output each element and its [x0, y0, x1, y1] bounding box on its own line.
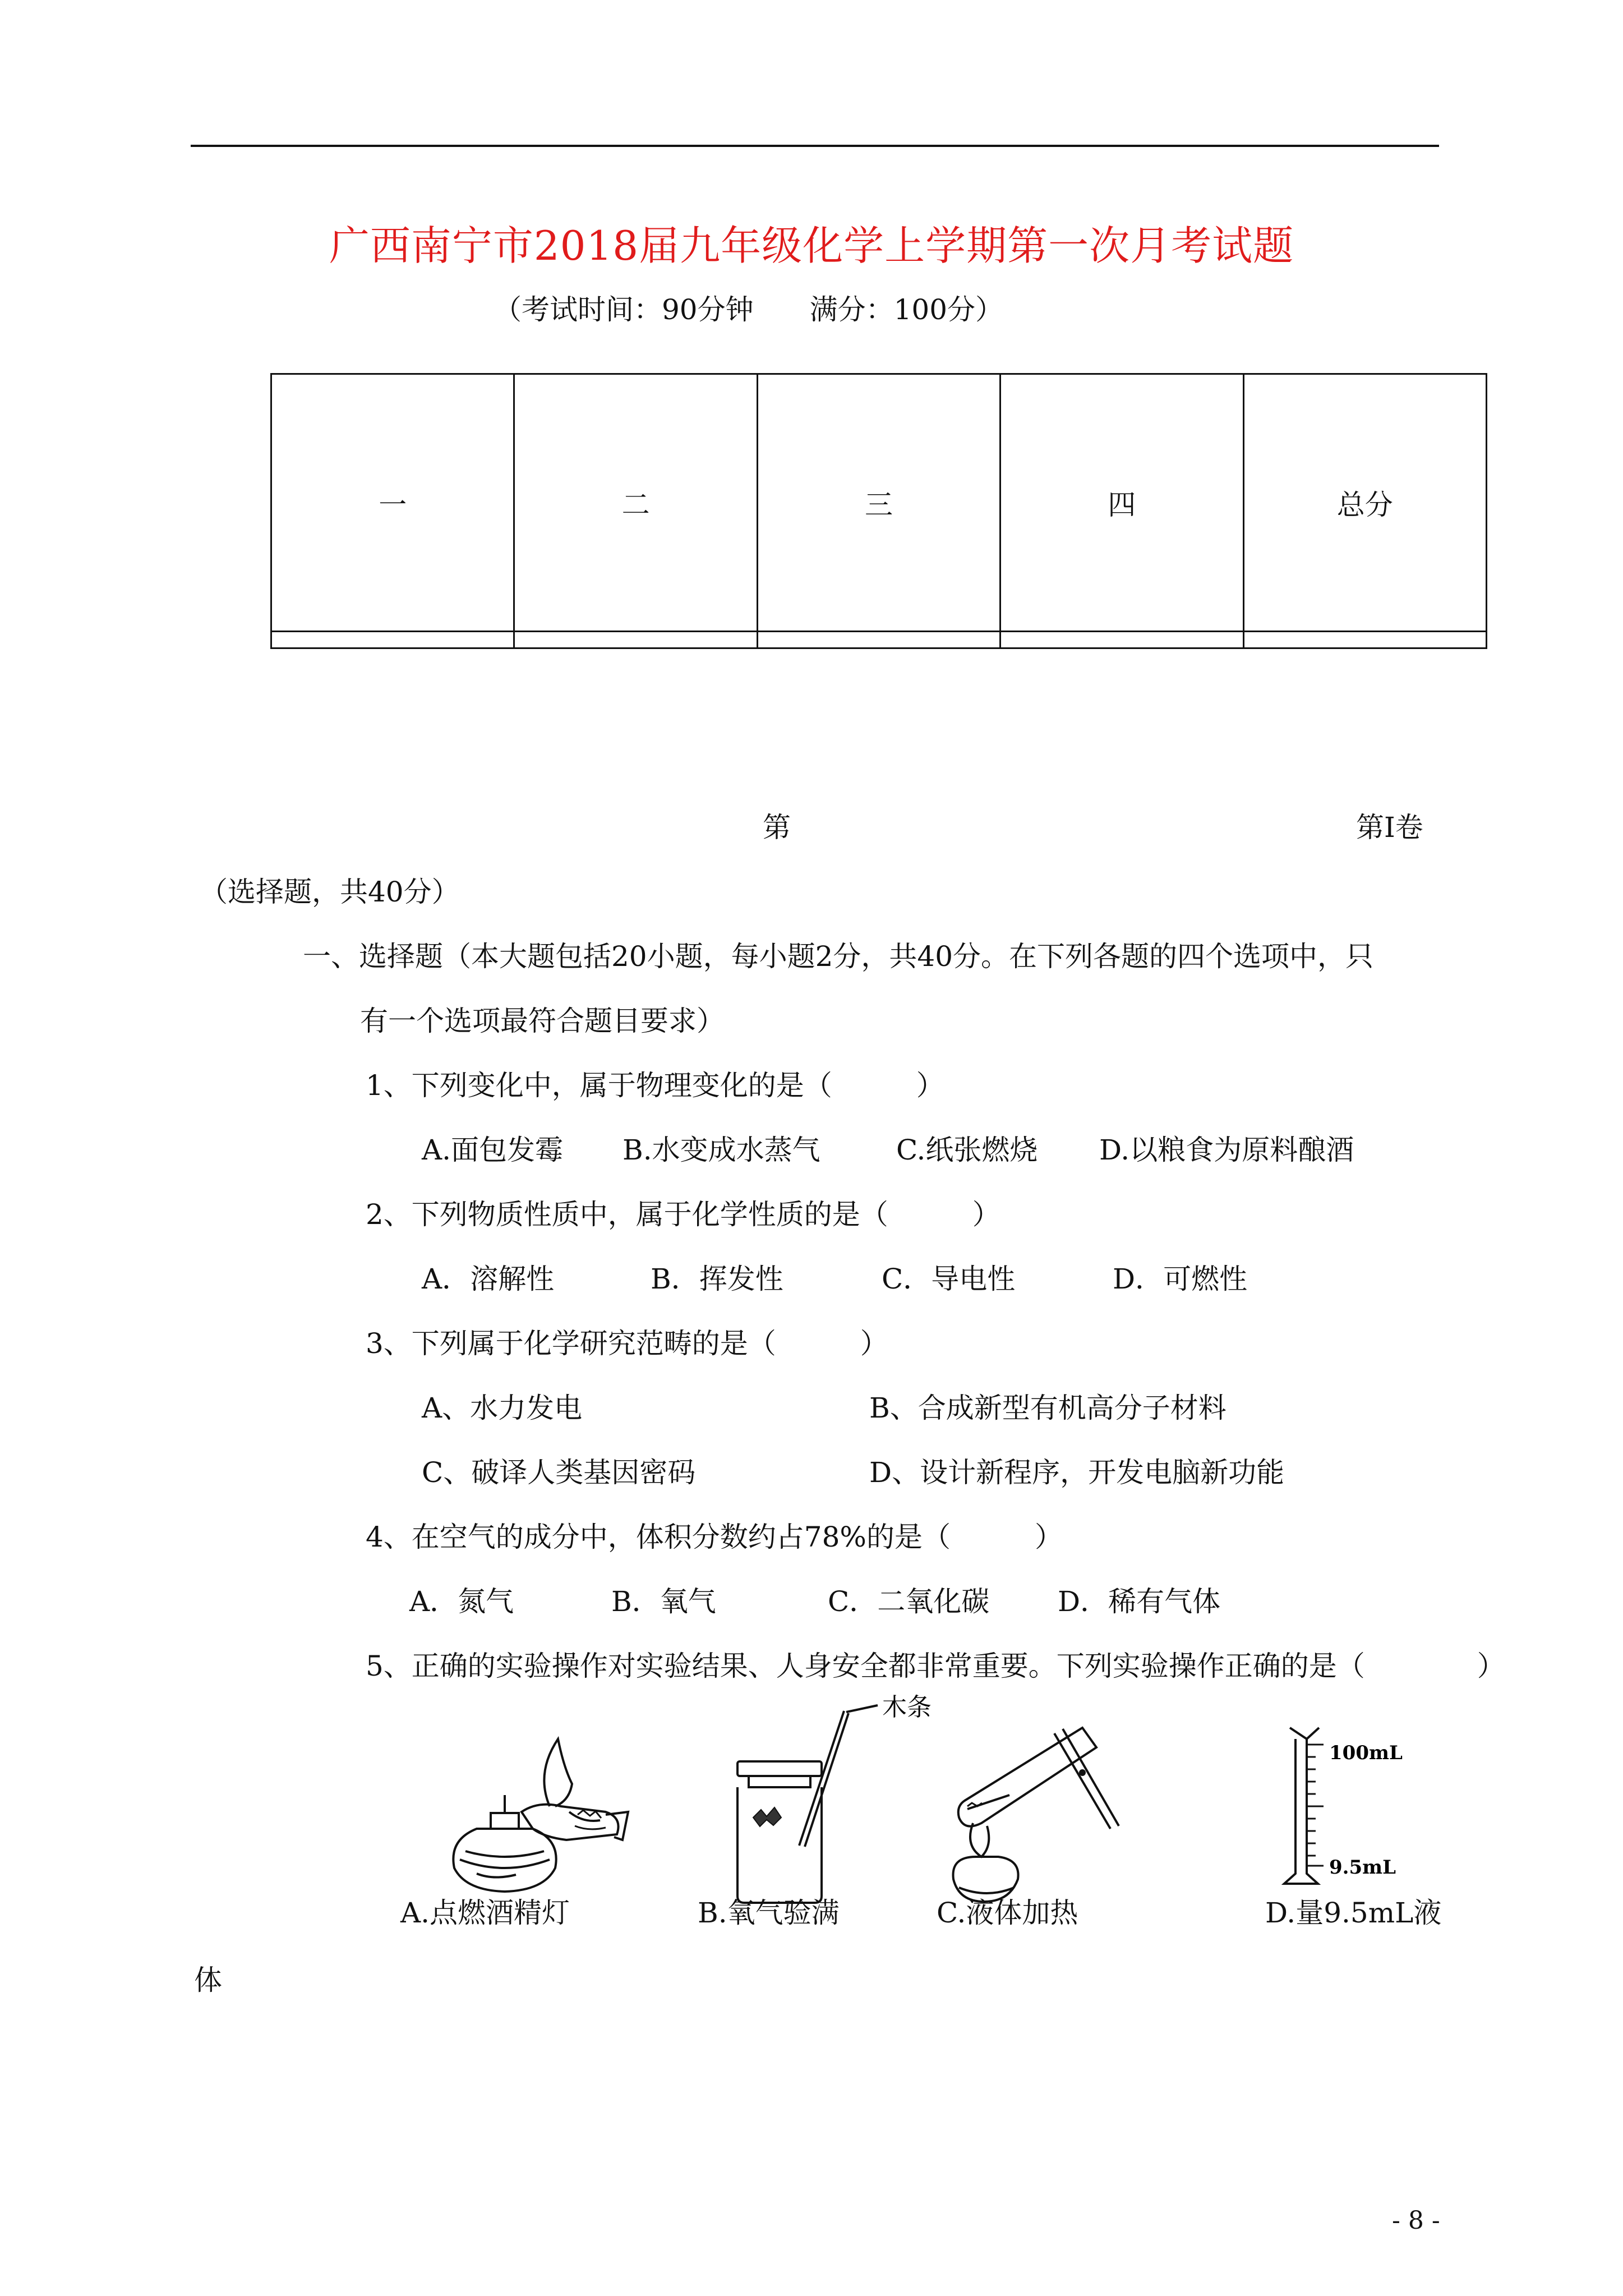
question-1-option-d: D.以粮食为原料酿酒 — [1099, 1134, 1354, 1166]
header-rule — [191, 145, 1439, 147]
score-value-cell — [514, 632, 757, 648]
question-3-option-b: B、合成新型有机高分子材料 — [869, 1392, 1227, 1424]
question-4-option-c: C．二氧化碳 — [828, 1585, 990, 1618]
question-3-option-a: A、水力发电 — [422, 1392, 583, 1424]
score-header-cell: 总分 — [1243, 374, 1486, 632]
exam-info: （考试时间：90分钟 满分：100分） — [494, 293, 1004, 326]
question-1-option-a: A.面包发霉 — [422, 1134, 564, 1166]
part-one-intro-line2: 有一个选项最符合题目要求） — [360, 1005, 725, 1037]
question-3-option-c: C、破译人类基因密码 — [422, 1456, 696, 1489]
question-1-option-b: B.水变成水蒸气 — [623, 1134, 820, 1166]
graduated-cylinder-figure — [1279, 1722, 1424, 1890]
oxygen-test-figure — [726, 1693, 932, 1913]
score-value-cell — [1000, 632, 1243, 648]
question-4-stem: 4、在空气的成分中，体积分数约占78%的是（ ） — [366, 1521, 1063, 1553]
section-note: （选择题，共40分） — [200, 876, 460, 908]
score-table-value-row — [271, 632, 1487, 648]
score-value-cell — [271, 632, 514, 648]
score-table-header-row — [271, 374, 1487, 632]
question-1-option-c: C.纸张燃烧 — [896, 1134, 1038, 1166]
question-5-option-b: B.氧气验满 — [698, 1897, 840, 1929]
question-5-stem: 5、正确的实验操作对实验结果、人身安全都非常重要。下列实验操作正确的是（ ） — [366, 1650, 1505, 1682]
question-2-option-a: A．溶解性 — [422, 1263, 555, 1295]
question-5-option-a: A.点燃酒精灯 — [400, 1897, 570, 1929]
cylinder-upper-mark: 100mL — [1329, 1742, 1403, 1764]
score-header-cell: 二 — [514, 374, 757, 632]
alcohol-lamp-ignition-figure — [437, 1728, 639, 1913]
question-5-option-wrap: 体 — [194, 1964, 222, 1996]
question-4-option-b: B．氧气 — [611, 1585, 716, 1618]
score-table — [270, 373, 1487, 649]
question-3-stem: 3、下列属于化学研究范畴的是（ ） — [366, 1327, 888, 1360]
question-2-option-b: B．挥发性 — [651, 1263, 783, 1295]
exam-title: 广西南宁市2018届九年级化学上学期第一次月考试题 — [329, 222, 1294, 269]
question-2-stem: 2、下列物质性质中，属于化学性质的是（ ） — [366, 1198, 1000, 1231]
question-5-option-c: C.液体加热 — [937, 1897, 1078, 1929]
part-one-intro-line1: 一、选择题（本大题包括20小题，每小题2分，共40分。在下列各题的四个选项中，只 — [303, 940, 1374, 973]
question-3-option-d: D、设计新程序，开发电脑新功能 — [869, 1456, 1285, 1489]
question-1-stem: 1、下列变化中，属于物理变化的是（ ） — [366, 1069, 944, 1102]
question-5-option-d: D.量9.5mL液 — [1265, 1897, 1442, 1929]
score-value-cell — [757, 632, 1000, 648]
cylinder-lower-mark: 9.5mL — [1329, 1856, 1396, 1879]
score-value-cell — [1243, 632, 1486, 648]
score-header-cell: 一 — [271, 374, 514, 632]
liquid-heating-figure — [942, 1717, 1144, 1913]
question-4-option-a: A．氮气 — [409, 1585, 514, 1618]
question-2-option-d: D．可燃性 — [1113, 1263, 1248, 1295]
score-header-cell: 四 — [1000, 374, 1243, 632]
score-header-cell: 三 — [757, 374, 1000, 632]
page-number: - 8 - — [1392, 2206, 1440, 2235]
question-4-option-d: D．稀有气体 — [1058, 1585, 1221, 1618]
question-2-option-c: C．导电性 — [882, 1263, 1016, 1295]
section-label-right: 第Ⅰ卷 — [1356, 811, 1423, 844]
section-label-left: 第 — [763, 811, 791, 844]
stick-label: 木条 — [882, 1693, 932, 1722]
